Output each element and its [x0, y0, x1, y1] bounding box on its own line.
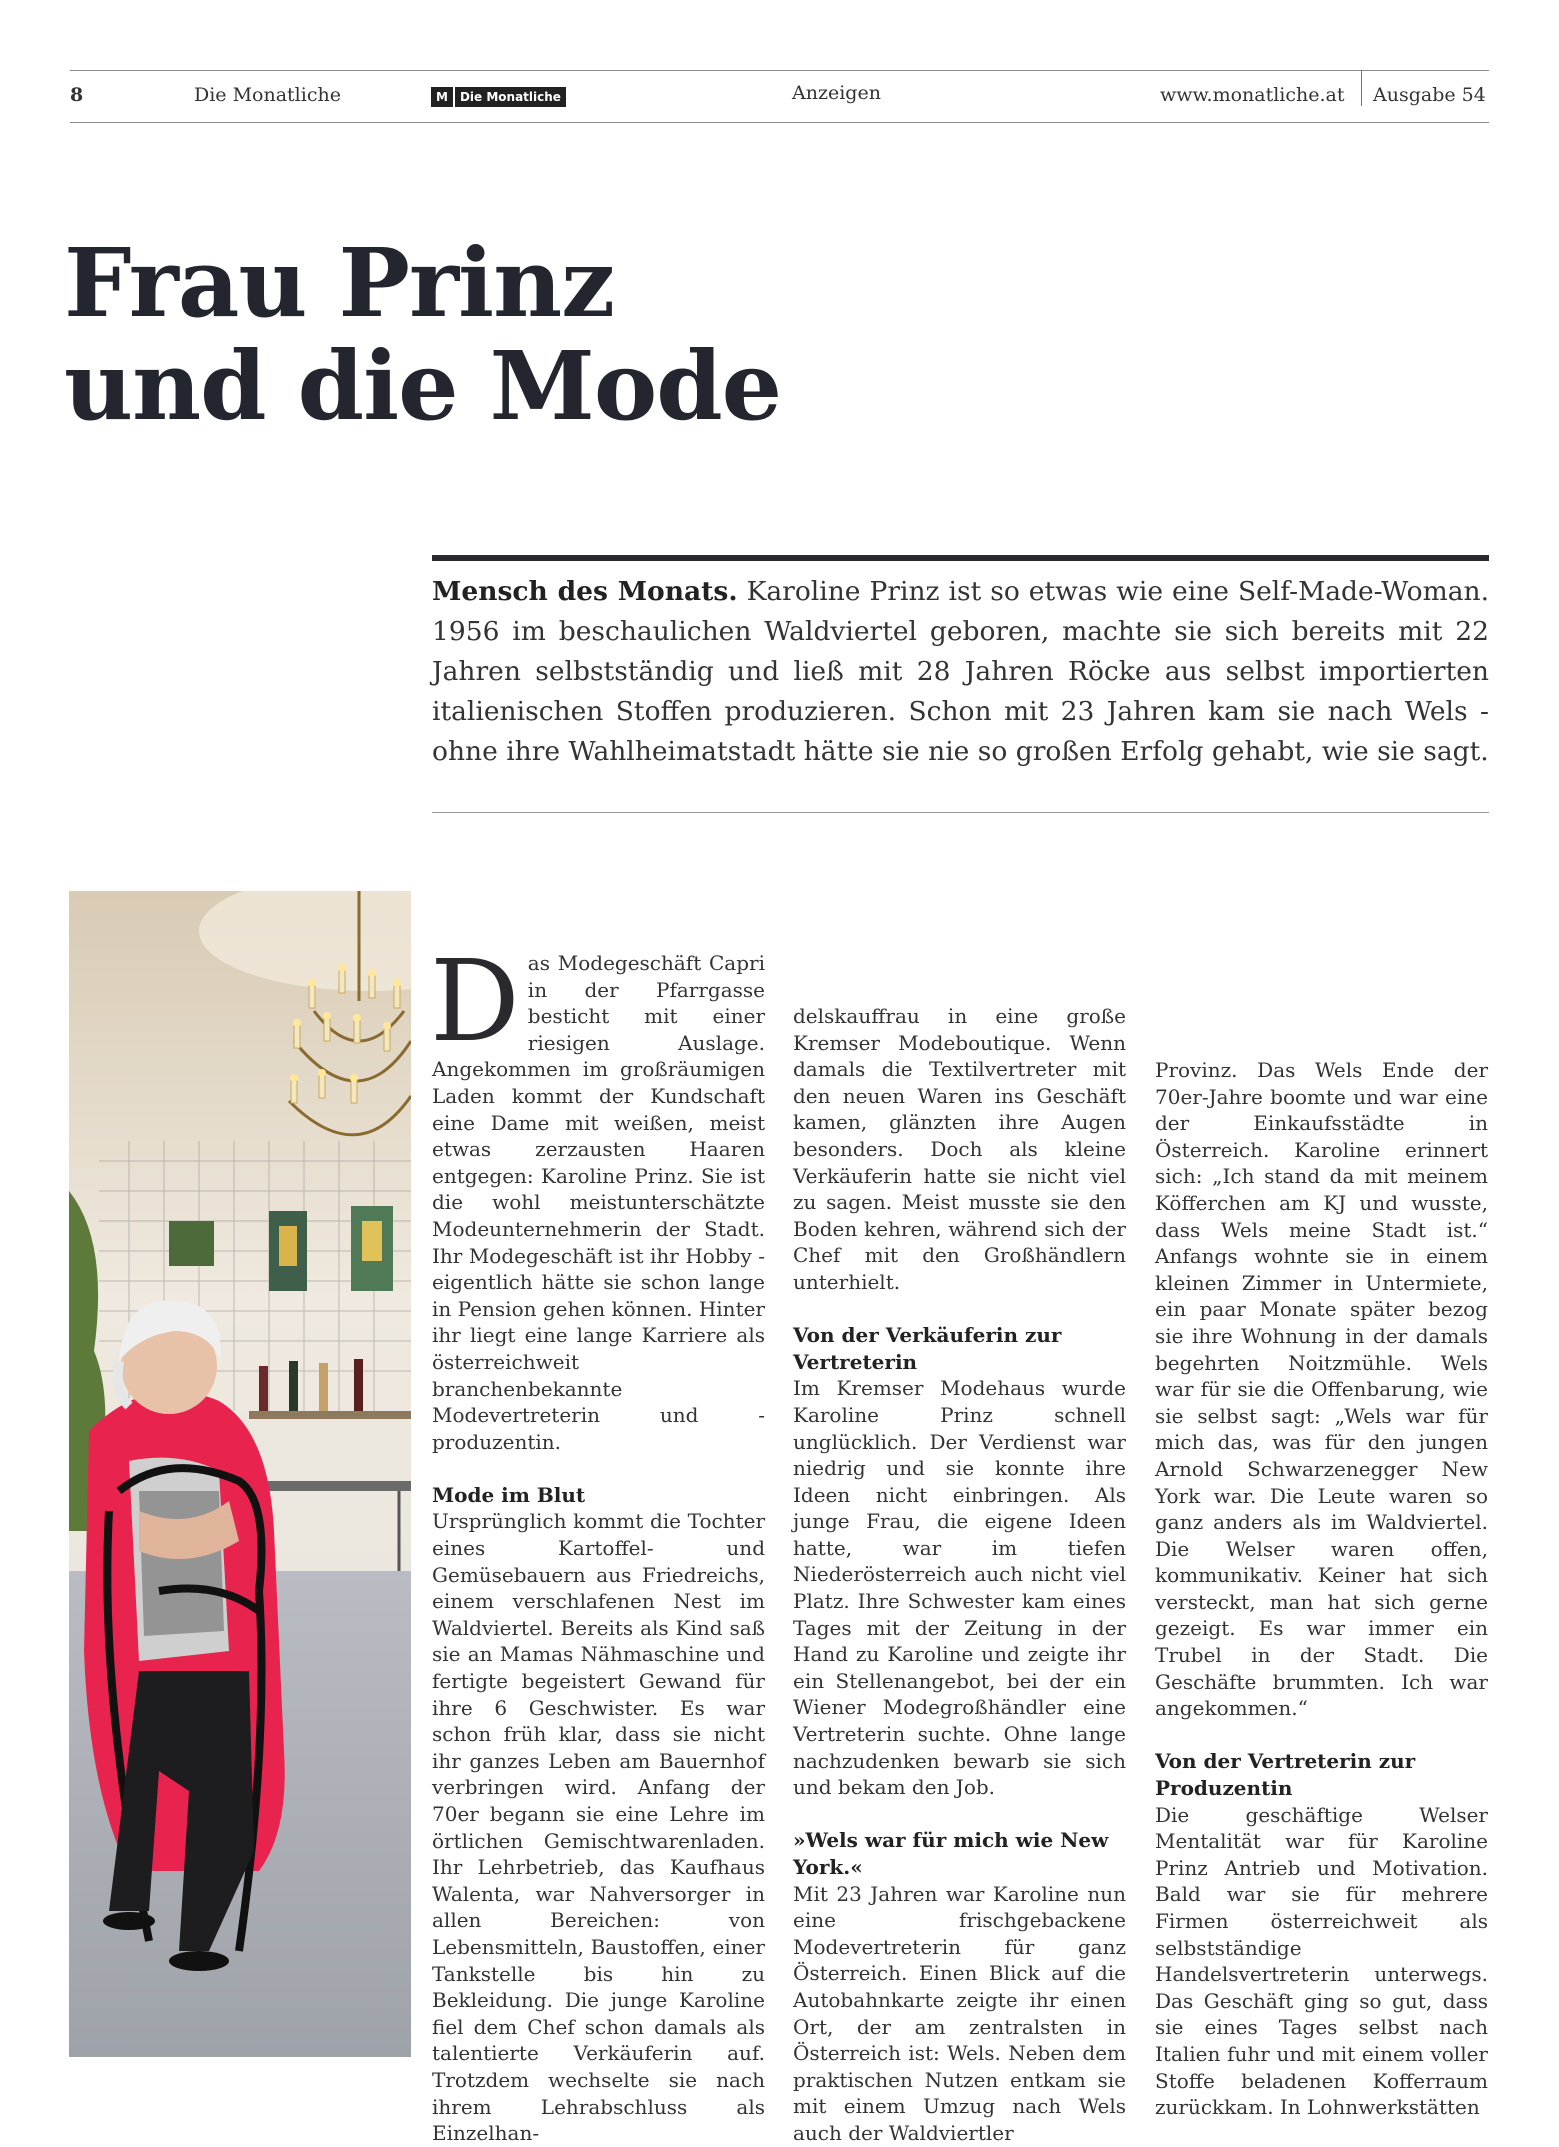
- body-paragraph: Mit 23 Jahren war Karoline nun eine frischgebackene Modevertreterin für ganz Österreich. Einen Blick auf die Autobahnkarte zeigte ihr einen Ort, der am zentralsten in Österreich ist: Wels. Neben dem praktischen Nutzen entkam sie mit einem Umzug nach Wels auch der Waldviertler: [793, 1881, 1126, 2145]
- article-column-2: [793, 1003, 1126, 2147]
- subheading-produzentin: Von der Vertreterin zur Produzentin: [1155, 1749, 1416, 1801]
- subheading-verkaeuferin: Von der Verkäuferin zur Vertreterin: [793, 1323, 1062, 1374]
- page-number: 8: [70, 84, 84, 106]
- title-line-2: und die Mode: [64, 331, 782, 442]
- intro-paragraph: Das Modegeschäft Capri in der Pfarrgasse besticht mit einer riesigen Auslage. Angekommen im großräumigen Laden kommt der Kundschaft eine Dame mit weißen, meist etwas zerzausten Haaren entgegen: Karoline Prinz. Sie ist die wohl meistunterschätzte Modeunternehmerin der Stadt. Ihr Modegeschäft ist ihr Hobby - eigentlich hätte sie schon lange in Pension gehen können. Hinter ihr liegt eine lange Karriere als österreichweit branchenbekannte Modevertreterin und - produzentin.: [430, 937, 765, 1454]
- drop-cap: D: [430, 937, 520, 1067]
- header-divider: [1361, 70, 1362, 106]
- lead-divider: [432, 812, 1489, 813]
- article-column-3: [1155, 1057, 1488, 2121]
- body-paragraph: Die geschäftige Welser Mentalität war für Karoline Prinz Antrieb und Motivation. Bald war sie für mehrere Firmen österreichweit als selbstständige Handelsvertreterin unterwegs. Das Geschäft ging so gut, dass sie eines Tages selbst nach Italien fuhr und mit einem voller Stoffe beladenen Kofferraum zurückkam. In Lohnwerkstätten: [1155, 1802, 1488, 2120]
- lead-paragraph: [432, 572, 1489, 772]
- lead-text: Karoline Prinz ist so etwas wie eine Self-Made-Woman. 1956 im beschaulichen Waldviertel geboren, machte sie sich bereits mit 22 Jahren selbstständig und ließ mit 28 Jahren Röcke aus selbst importierten italienischen Stoffen produzieren. Schon mit 23 Jahren kam sie nach Wels - ohne ihre Wahlheimatstadt hätte sie nie so großen Erfolg gehabt, wie sie sagt.: [432, 576, 1489, 767]
- publication-name: Die Monatliche: [194, 84, 341, 106]
- body-paragraph: Provinz. Das Wels Ende der 70er-Jahre boomte und war eine der Einkaufsstädte in Österreich. Karoline erinnert sich: „Ich stand da mit meinem Köfferchen am KJ und wusste, dass Wels meine Stadt ist.“ Anfangs wohnte sie in einem kleinen Zimmer in Untermiete, ein paar Monate später bezog sie ihre Wohnung in der damals begehrten Noitzmühle. Wels war für sie die Offenbarung, wie sie selbst sagt: „Wels war für mich das, was für den jungen Arnold Schwarzenegger New York war. Die Leute waren so ganz anders als im Waldviertel. Die Welser waren offen, kommunikativ. Keiner hat sich versteckt, man hat sich gerne gezeigt. Es war immer ein Trubel in der Stadt. Die Geschäfte brummten. Ich war angekommen.“: [1155, 1058, 1488, 1721]
- article-title: [64, 228, 782, 442]
- body-paragraph: Im Kremser Modehaus wurde Karoline Prinz schnell unglücklich. Der Verdienst war niedrig und sie konnte ihre Ideen nicht einbringen. Als junge Frau, die eigene Ideen hatte, war im tiefen Niederösterreich auch nicht viel Platz. Ihre Schwester kam eines Tages mit der Zeitung in der Hand zu Karoline und zeigte ihr ein Stellenangebot, bei der ein Wiener Modegroßhändler eine Vertreterin suchte. Ohne lange nachzudenken bewarb sie sich und bekam den Job.: [793, 1376, 1126, 1800]
- lead-kicker: Mensch des Monats.: [432, 576, 738, 607]
- website-url: www.monatliche.at: [1160, 84, 1345, 106]
- section-label: Anzeigen: [792, 82, 881, 104]
- title-line-1: Frau Prinz: [64, 228, 615, 339]
- logo-text: Die Monatliche: [455, 87, 566, 107]
- body-paragraph: delskauffrau in eine große Kremser Modeboutique. Wenn damals die Textilvertreter mit den neuen Waren ins Geschäft kamen, glänzten ihre Augen besonders. Doch als kleine Verkäuferin hatte sie nicht viel zu sagen. Meist musste sie den Boden kehren, während sich der Chef mit den Großhändlern unterhielt.: [793, 1004, 1126, 1294]
- masthead-logo: [431, 87, 566, 107]
- article-column-1: [430, 937, 765, 2147]
- subheading-quote: »Wels war für mich wie New York.«: [793, 1828, 1109, 1879]
- logo-letter: M: [431, 87, 453, 107]
- issue-number: Ausgabe 54: [1373, 84, 1486, 106]
- portrait-photo: [69, 891, 411, 2057]
- subheading-mode-im-blut: Mode im Blut: [432, 1482, 586, 1507]
- lead-rule: [432, 555, 1489, 561]
- body-paragraph: Ursprünglich kommt die Tochter eines Kartoffel- und Gemüsebauern aus Friedreichs, einem verschlafenen Nest im Waldviertel. Bereits als Kind saß sie an Mamas Nähmaschine und fertigte begeistert Gewand für ihre 6 Geschwister. Es war schon früh klar, dass sie nicht ihr ganzes Leben am Bauernhof verbringen wird. Anfang der 70er begann sie eine Lehre im örtlichen Gemischtwarenladen. Ihr Lehrbetrieb, das Kaufhaus Walenta, war Nahversorger in allen Bereichen: von Lebensmitteln, Baustoffen, einer Tankstelle bis hin zu Bekleidung. Die junge Karoline fiel dem Chef schon damals als talentierte Verkäuferin auf. Trotzdem wechselte sie nach ihrem Lehrabschluss als Einzelhan-: [432, 1509, 765, 2146]
